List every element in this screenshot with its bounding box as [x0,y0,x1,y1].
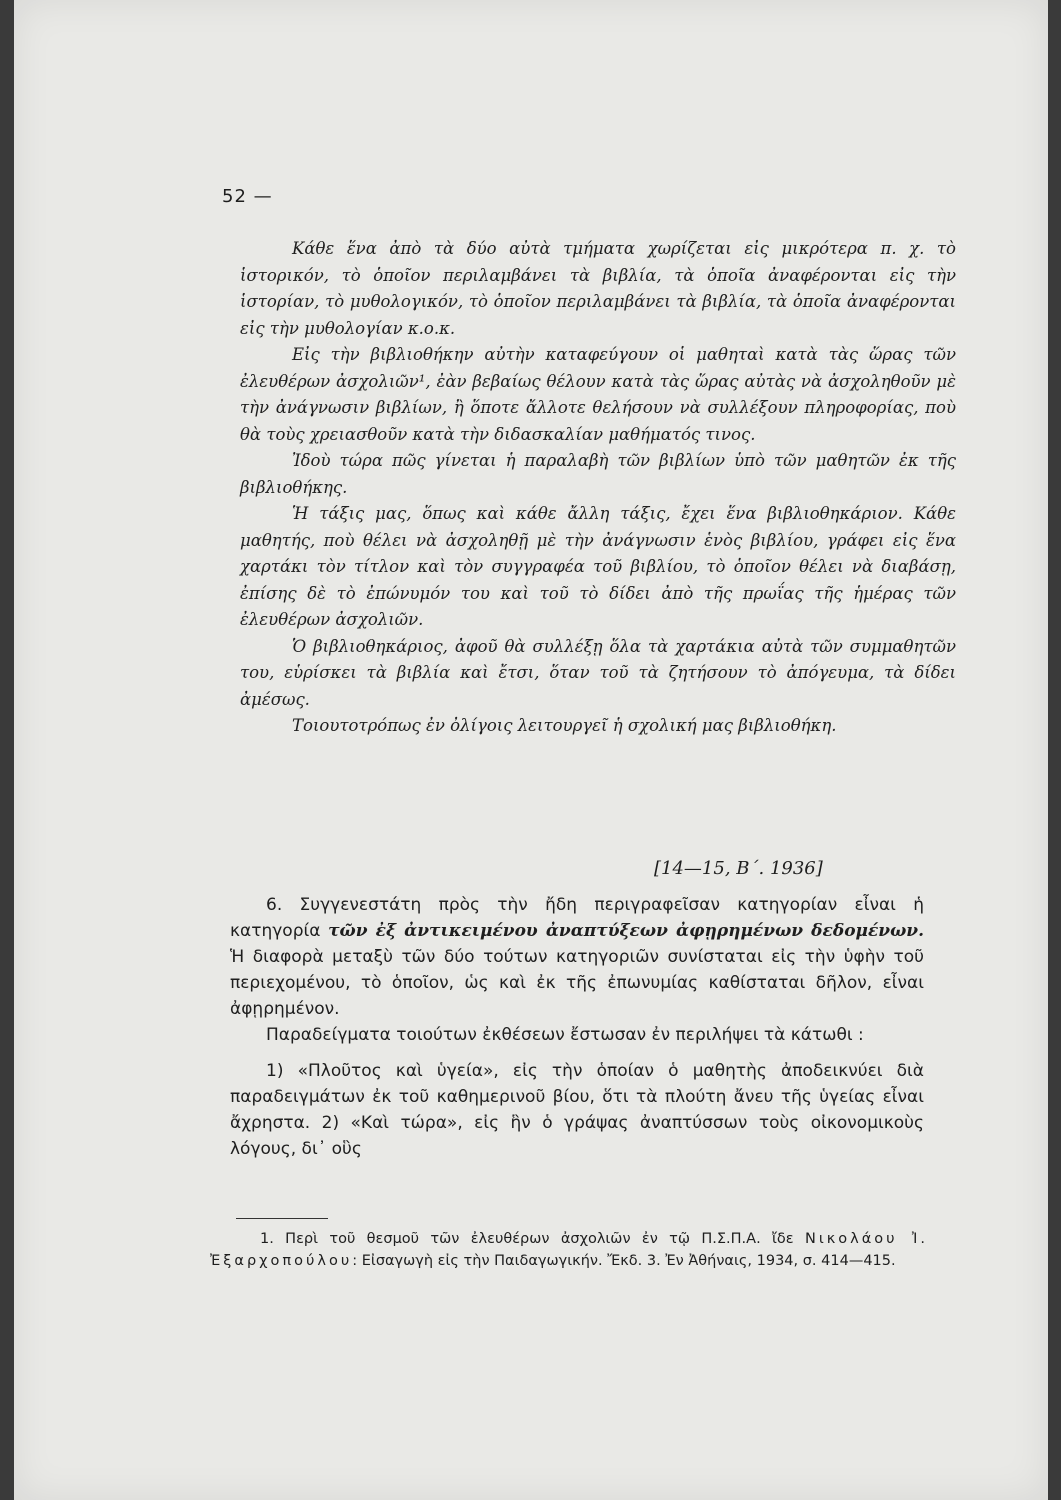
section-6-emphasis: τῶν ἐξ ἀντικειμένου ἀναπτύξεων ἀφῃρημένων δεδομένων. [328,921,925,941]
paragraph-conclusion: Τοιουτοτρόπως ἐν ὀλίγοις λειτουργεῖ ἡ σχολική μας βιβλιοθήκη. [292,716,837,735]
examples-list: 1) «Πλοῦτος καὶ ὑγεία», εἰς τὴν ὁποίαν ὁ μαθητὴς ἀποδεικνύει διὰ παραδειγμάτων ἐκ τοῦ καθημερινοῦ βίου, ὅτι τὰ πλούτη ἄνευ τῆς ὑγείας εἶναι ἄχρηστα. 2) «Καὶ τώρα», εἰς ἣν ὁ γράψας ἀναπτύσσων τοὺς οἰκονομικοὺς λόγους, δι᾿ οὓς [230,1061,924,1159]
paragraph-collection: Ὁ βιβλιοθηκάριος, ἀφοῦ θὰ συλλέξῃ ὅλα τὰ χαρτάκια αὐτὰ τῶν συμμαθητῶν του, εὑρίσκει τὰ βιβλία καὶ ἔτσι, ὅταν τοῦ τὰ ζητήσουν τὸ ἀπόγευμα, τὰ δίδει ἀμέσως. [240,636,956,709]
section-6 [230,892,924,1162]
page-number: 52 — [222,186,273,207]
footnote-text [210,1228,928,1272]
section-6-text-before: 6. Συγγενεστάτη πρὸς τὴν ἤδη περιγραφεῖσαν κατηγορίαν εἶναι ἡ κατηγορία [230,895,924,941]
paragraph-borrowing: Ἰδοὺ τώρα πῶς γίνεται ἡ παραλαβὴ τῶν βιβλίων ὑπὸ τῶν μαθητῶν ἐκ τῆς βιβλιοθήκης. [240,451,956,497]
book-page [14,0,1048,1500]
paragraph-librarian: Ἡ τάξις μας, ὅπως καὶ κάθε ἄλλη τάξις, ἔχει ἕνα βιβλιοθηκάριον. Κάθε μαθητής, ποὺ θέλει νὰ ἀσχοληθῇ μὲ τὴν ἀνάγνωσιν ἑνὸς βιβλίου, γράφει εἰς ἕνα χαρτάκι τὸν τίτλον καὶ τὸν συγγραφέα τοῦ βιβλίου, τὸ ὁποῖον θέλει νὰ διαβάσῃ, ἐπίσης δὲ τὸ ἐπώνυμόν του καὶ τοῦ τὸ δίδει ἀπὸ τῆς πρωΐας τῆς ἡμέρας τῶν ἐλευθέρων ἀσχολιῶν. [240,504,956,629]
paragraph-subdivision: Κάθε ἕνα ἀπὸ τὰ δύο αὐτὰ τμήματα χωρίζεται εἰς μικρότερα π. χ. τὸ ἱστορικόν, τὸ ὁποῖον περιλαμβάνει τὰ βιβλία, τὰ ὁποῖα ἀναφέρονται εἰς τὴν ἱστορίαν, τὸ μυθολογικόν, τὸ ὁποῖον περιλαμβάνει τὰ βιβλία, τὰ ὁποῖα ἀναφέρονται εἰς τὴν μυθολογίαν κ.ο.κ. [240,239,956,338]
section-6-intro [230,892,924,1022]
footnote-divider [236,1218,328,1219]
paragraph-library-use: Εἰς τὴν βιβλιοθήκην αὐτὴν καταφεύγουν οἱ μαθηταὶ κατὰ τὰς ὥρας τῶν ἐλευθέρων ἀσχολιῶν¹, ἐὰν βεβαίως θέλουν κατὰ τὰς ὥρας αὐτὰς νὰ ἀσχοληθοῦν μὲ τὴν ἀνάγνωσιν βιβλίων, ἢ ὅποτε ἄλλοτε θελήσουν νὰ συλλέξουν πληροφορίας, ποὺ θὰ τοὺς χρειασθοῦν κατὰ τὴν διδασκαλίαν μαθήματός τινος. [240,345,956,444]
footnote-part-2: : Εἰσαγωγὴ εἰς τὴν Παιδαγωγικήν. Ἔκδ. 3. Ἐν Ἀθήναις, 1934, σ. 414—415. [352,1253,896,1269]
footnote [210,1228,928,1272]
section-6-text-after: Ἡ διαφορὰ μεταξὺ τῶν δύο τούτων κατηγοριῶν συνίσταται εἰς τὴν ὑφὴν τοῦ περιεχομένου, τὸ ὁποῖον, ὡς καὶ ἐκ τῆς ἐπωνυμίας καθίσταται δῆλον, εἶναι ἀφῃρημένον. [230,947,924,1019]
footnote-part-1: 1. Περὶ τοῦ θεσμοῦ τῶν ἐλευθέρων ἀσχολιῶν ἐν τῷ Π.Σ.Π.Α. ἴδε [260,1231,805,1247]
date-reference: [14—15, Β΄. 1936] [654,858,823,879]
examples-intro: Παραδείγματα τοιούτων ἐκθέσεων ἔστωσαν ἐν περιλήψει τὰ κάτωθι : [266,1025,864,1045]
footnote-author: Νικολάου Ἰ. Ἐξαρχοπούλου [210,1231,928,1269]
library-description [240,236,956,740]
